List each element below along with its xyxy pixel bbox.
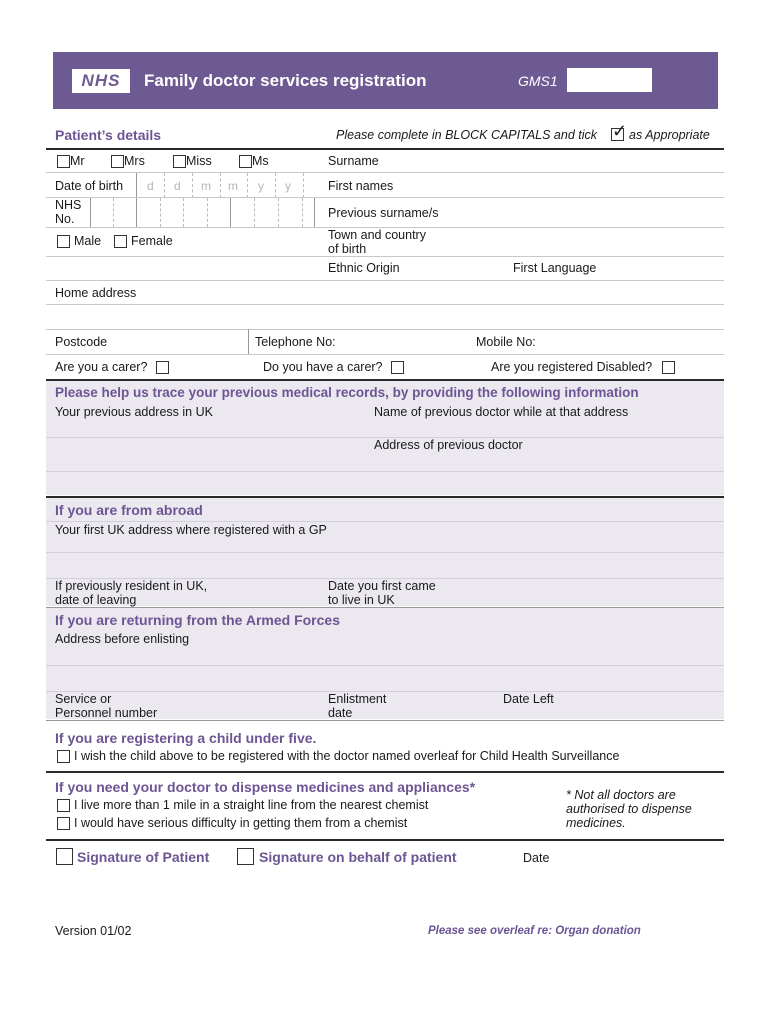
title-miss-checkbox[interactable] bbox=[173, 155, 186, 168]
date-left-label: Date Left bbox=[503, 692, 554, 706]
have-carer-checkbox[interactable] bbox=[391, 361, 404, 374]
dob-year-1[interactable]: y bbox=[258, 179, 264, 193]
address-before-enlisting-label: Address before enlisting bbox=[55, 632, 190, 646]
postcode-label: Postcode bbox=[55, 335, 108, 349]
signature-behalf-checkbox[interactable] bbox=[237, 848, 254, 865]
dob-divider bbox=[136, 173, 137, 198]
version-label: Version 01/02 bbox=[55, 924, 132, 938]
signature-patient-checkbox[interactable] bbox=[56, 848, 73, 865]
divider bbox=[46, 148, 724, 150]
patient-details-heading: Patient’s details bbox=[55, 127, 162, 143]
dispense-note-2: authorised to dispense bbox=[566, 802, 692, 816]
signature-date-label: Date bbox=[523, 851, 550, 865]
divider bbox=[46, 354, 724, 355]
first-came-label-1: Date you first came bbox=[328, 579, 436, 593]
service-number-label-2: Personnel number bbox=[55, 706, 158, 720]
previous-doctor-address-label: Address of previous doctor bbox=[374, 438, 523, 452]
dispense-note-1: * Not all doctors are bbox=[566, 788, 676, 802]
disabled-checkbox[interactable] bbox=[662, 361, 675, 374]
divider bbox=[46, 471, 724, 472]
divider bbox=[46, 771, 724, 773]
service-number-label-1: Service or bbox=[55, 692, 112, 706]
nhs-cell-divider bbox=[314, 198, 315, 227]
title-mrs-checkbox[interactable] bbox=[111, 155, 124, 168]
nhs-number-field[interactable] bbox=[90, 198, 314, 227]
enlistment-date-label-1: Enlistment bbox=[328, 692, 387, 706]
cell-divider bbox=[248, 329, 249, 354]
dob-cell-divider bbox=[275, 173, 276, 198]
instruction-text-end: as Appropriate bbox=[629, 128, 710, 142]
telephone-label: Telephone No: bbox=[255, 335, 336, 349]
dispense-option-1-label: I live more than 1 mile in a straight line from the nearest chemist bbox=[74, 798, 429, 812]
divider bbox=[46, 839, 724, 841]
divider bbox=[46, 304, 724, 305]
dob-cell-divider bbox=[164, 173, 165, 198]
dispense-option-2-checkbox[interactable] bbox=[57, 817, 70, 830]
first-uk-address-label: Your first UK address where registered with a GP bbox=[55, 523, 327, 537]
dob-month-1[interactable]: m bbox=[201, 179, 211, 193]
divider bbox=[46, 521, 724, 522]
town-country-label-1: Town and country bbox=[328, 228, 426, 242]
signature-patient-label: Signature of Patient bbox=[77, 849, 210, 865]
resident-label-2: date of leaving bbox=[55, 593, 137, 607]
title-mr-label: Mr bbox=[70, 154, 85, 168]
previous-doctor-label: Name of previous doctor while at that address bbox=[374, 405, 629, 419]
disabled-label: Are you registered Disabled? bbox=[491, 360, 653, 374]
check-icon: ✓ bbox=[612, 121, 628, 141]
title-miss-label: Miss bbox=[186, 154, 212, 168]
dob-year-2[interactable]: y bbox=[285, 179, 291, 193]
surname-label: Surname bbox=[328, 154, 379, 168]
dob-day-2[interactable]: d bbox=[174, 179, 181, 193]
carer-label: Are you a carer? bbox=[55, 360, 148, 374]
child-heading: If you are registering a child under five. bbox=[55, 730, 317, 746]
organ-donation-note[interactable]: Please see overleaf re: Organ donation bbox=[428, 925, 641, 937]
divider bbox=[46, 665, 724, 666]
nhs-logo: NHS bbox=[72, 69, 130, 93]
dispense-heading: If you need your doctor to dispense medicines and appliances* bbox=[55, 779, 476, 795]
home-address-field[interactable] bbox=[46, 281, 724, 329]
resident-label-1: If previously resident in UK, bbox=[55, 579, 208, 593]
signature-behalf-label: Signature on behalf of patient bbox=[259, 849, 457, 865]
carer-checkbox[interactable] bbox=[156, 361, 169, 374]
armed-forces-heading: If you are returning from the Armed Forces bbox=[55, 612, 340, 628]
title-ms-checkbox[interactable] bbox=[239, 155, 252, 168]
dob-cell-divider bbox=[247, 173, 248, 198]
previous-address-label: Your previous address in UK bbox=[55, 405, 213, 419]
dob-cell-divider bbox=[303, 173, 304, 198]
enlistment-date-label-2: date bbox=[328, 706, 353, 720]
dispense-note-3: medicines. bbox=[566, 816, 626, 830]
nhs-number-label-1: NHS bbox=[55, 198, 82, 212]
dob-day-1[interactable]: d bbox=[147, 179, 154, 193]
divider bbox=[46, 256, 724, 257]
first-language-label: First Language bbox=[513, 261, 597, 275]
ethnic-origin-label: Ethnic Origin bbox=[328, 261, 400, 275]
male-checkbox[interactable] bbox=[57, 235, 70, 248]
male-label: Male bbox=[74, 234, 102, 248]
town-country-label-2: of birth bbox=[328, 242, 367, 256]
dob-cell-divider bbox=[220, 173, 221, 198]
divider bbox=[46, 552, 724, 553]
divider bbox=[46, 329, 724, 330]
previous-surname-label: Previous surname/s bbox=[328, 206, 439, 220]
instruction-text: Please complete in BLOCK CAPITALS and tick bbox=[336, 128, 597, 142]
mobile-label: Mobile No: bbox=[476, 335, 536, 349]
previous-records-heading: Please help us trace your previous medical records, by providing the following information bbox=[55, 385, 639, 400]
have-carer-label: Do you have a carer? bbox=[263, 360, 383, 374]
female-checkbox[interactable] bbox=[114, 235, 127, 248]
home-address-label: Home address bbox=[55, 286, 137, 300]
dispense-option-1-checkbox[interactable] bbox=[57, 799, 70, 812]
child-surveillance-label: I wish the child above to be registered with the doctor named overleaf for Child Health Surveillance bbox=[74, 749, 620, 763]
first-names-label: First names bbox=[328, 179, 394, 193]
first-came-label-2: to live in UK bbox=[328, 593, 395, 607]
dob-cell-divider bbox=[192, 173, 193, 198]
dob-label: Date of birth bbox=[55, 179, 124, 193]
form-code: GMS1 bbox=[518, 73, 558, 89]
dispense-option-2-label: I would have serious difficulty in getting them from a chemist bbox=[74, 816, 408, 830]
form-title: Family doctor services registration bbox=[144, 71, 427, 90]
title-mrs-label: Mrs bbox=[124, 154, 145, 168]
child-surveillance-checkbox[interactable] bbox=[57, 750, 70, 763]
divider bbox=[46, 720, 724, 721]
divider bbox=[46, 172, 724, 173]
form-code-field[interactable] bbox=[567, 68, 652, 92]
nhs-number-label-2: No. bbox=[55, 212, 75, 226]
title-mr-checkbox[interactable] bbox=[57, 155, 70, 168]
dob-month-2[interactable]: m bbox=[228, 179, 238, 193]
abroad-heading: If you are from abroad bbox=[55, 502, 203, 518]
title-ms-label: Ms bbox=[252, 154, 269, 168]
female-label: Female bbox=[131, 234, 173, 248]
